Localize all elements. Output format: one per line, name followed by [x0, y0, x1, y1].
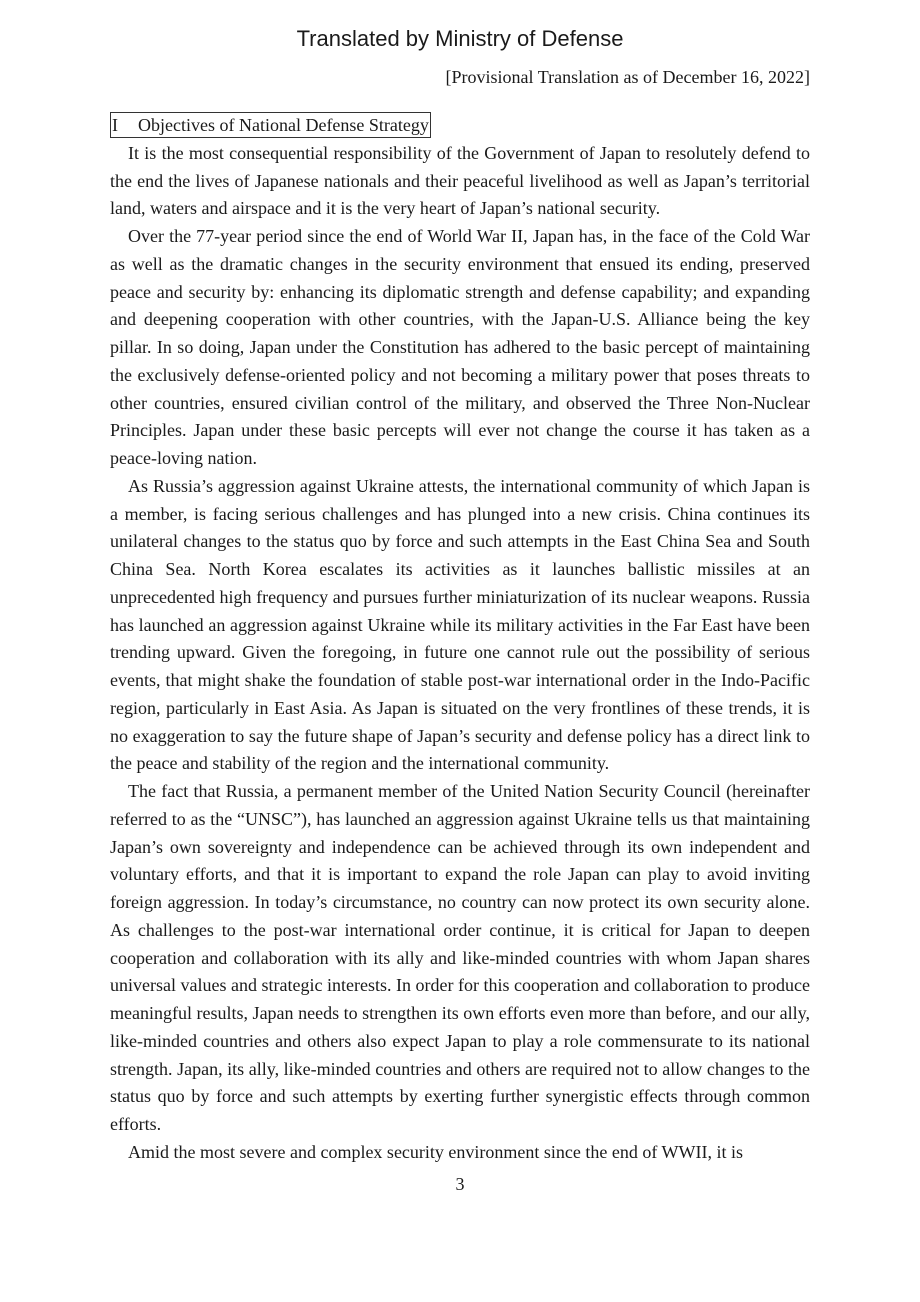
document-body [110, 112, 810, 1167]
provisional-translation-note: [Provisional Translation as of December 16, 2022] [445, 67, 810, 87]
section-title: Objectives of National Defense Strategy [138, 115, 429, 135]
paragraph-3: As Russia’s aggression against Ukraine attests, the international community of which Japan is a member, is facing serious challenges and has plunged into a new crisis. China continues its unilateral changes to the status quo by force and such attempts in the East China Sea and South China Sea. North Korea escalates its activities as it launches ballistic missiles at an unprecedented high frequency and pursues further miniaturization of its nuclear weapons. Russia has launched an aggression against Ukraine while its military activities in the Far East have been trending upward. Given the foregoing, in future one cannot rule out the possibility of serious events, that might shake the foundation of stable post-war international order in the Indo-Pacific region, particularly in East Asia. As Japan is situated on the very frontlines of these trends, it is no exaggeration to say the future shape of Japan’s security and defense policy has a direct link to the peace and stability of the region and the international community. [110, 475, 810, 774]
paragraph-1: It is the most consequential responsibility of the Government of Japan to resolutely defend to the end the lives of Japanese nationals and their peaceful livelihood as well as Japan’s territorial land, waters and airspace and it is the very heart of Japan’s national security. [110, 142, 810, 219]
paragraph-2: Over the 77-year period since the end of World War II, Japan has, in the face of the Cold War as well as the dramatic changes in the security environment that ensued its ending, preserved peace and security by: enhancing its diplomatic strength and defense capability; and expanding and deepening cooperation with other countries, with the Japan-U.S. Alliance being the key pillar. In so doing, Japan under the Constitution has adhered to the basic percept of maintaining the exclusively defense-oriented policy and not becoming a military power that poses threats to other countries, ensured civilian control of the military, and observed the Three Non-Nuclear Principles. Japan under these basic percepts will ever not change the course it has taken as a peace-loving nation. [110, 226, 810, 468]
section-heading [110, 112, 431, 138]
page-number: 3 [455, 1174, 465, 1194]
section-numeral: I [112, 115, 118, 135]
document-header-title: Translated by Ministry of Defense [296, 26, 624, 51]
paragraph-5: Amid the most severe and complex security environment since the end of WWII, it is [128, 1141, 743, 1162]
paragraph-4: The fact that Russia, a permanent member of the United Nation Security Council (hereinafter referred to as the “UNSC”), has launched an aggression against Ukraine tells us that maintaining Japan’s own sovereignty and independence can be achieved through its own independent and voluntary efforts, and that it is important to expand the role Japan can play to avoid inviting foreign aggression. In today’s circumstance, no country can now protect its own security alone. As challenges to the post-war international order continue, it is critical for Japan to deepen cooperation and collaboration with its ally and like-minded countries with whom Japan shares universal values and strategic interests. In order for this cooperation and collaboration to produce meaningful results, Japan needs to strengthen its own efforts even more than before, and our ally, like-minded countries and others also expect Japan to play a role commensurate to its national strength. Japan, its ally, like-minded countries and others are required not to allow changes to the status quo by force and such attempts by exerting further synergistic effects through common efforts. [110, 781, 810, 1134]
